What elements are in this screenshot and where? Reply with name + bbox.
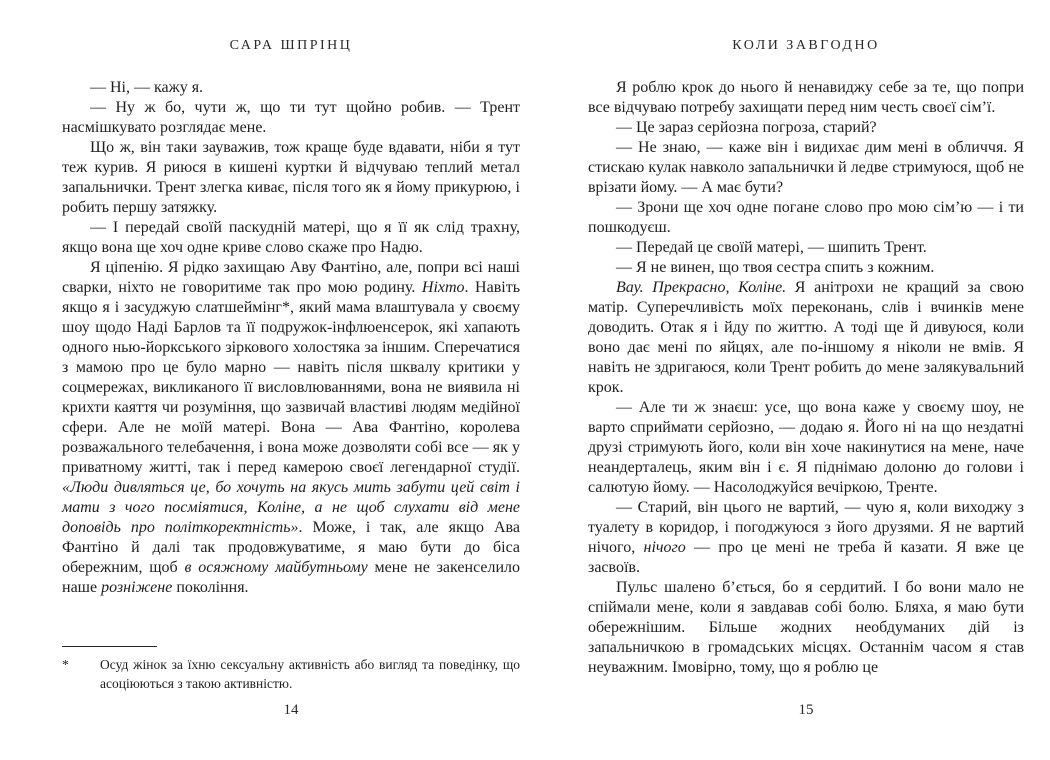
paragraph bbox=[62, 78, 520, 98]
footnote-body bbox=[62, 655, 520, 693]
italic-run: розніжене bbox=[101, 579, 173, 596]
paragraph bbox=[588, 258, 1024, 278]
text-run: Я ціпенію. Я рідко захищаю Аву Фантіно, але, попри всі наші сварки, ніхто не говоритиме так про мою родину. bbox=[62, 259, 520, 296]
text-run: — Але ти ж знаєш: усе, що вона каже у своєму шоу, не варто сприймати серйозно, — додаю я. Його ні на що нездатні друзі стримують його, коли він хоче накинутися на мене, наче неандерталець, яким він і є. Я піднімаю долоню до голови і салютую йому. — Насолоджуйся вечіркою, Тренте. bbox=[588, 399, 1024, 496]
text-run: — Ну ж бо, чути ж, що ти тут щойно робив. — Трент насмішкувато розглядає мене. bbox=[62, 99, 520, 136]
text-run: — Зрони ще хоч одне погане слово про мою сім’ю — і ти пошкодуєш. bbox=[588, 199, 1024, 236]
page-right bbox=[525, 0, 1050, 760]
text-run: — Передай це своїй матері, — шипить Трент. bbox=[616, 239, 927, 256]
paragraph bbox=[62, 218, 520, 258]
text-run: — Це зараз серйозна погроза, старий? bbox=[616, 119, 877, 136]
text-run: — про це мені не треба й казати. Я вже це засвоїв. bbox=[588, 539, 1024, 576]
italic-run: Ніхто bbox=[421, 279, 465, 296]
text-run: Я анітрохи не кращий за свою матір. Суперечливість моїх переконань, слів і вчинків мене доводить. Отак я і йду по життю. А тоді ще й дивуюся, коли воно дає мені по яйцях, але по-іншому я ніколи не вмів. Я навіть не здригаюся, коли Трент робить до мене залякувальний крок. bbox=[588, 279, 1024, 396]
paragraph bbox=[588, 398, 1024, 498]
paragraph bbox=[588, 278, 1024, 398]
text-run: Я роблю крок до нього й ненавиджу себе за те, що попри все відчуваю потребу захищати перед ним честь своєї сім’ї. bbox=[588, 79, 1024, 116]
italic-run: в осяжному майбутньому bbox=[184, 559, 368, 576]
italic-run: Вау. Прекрасно, Коліне. bbox=[616, 279, 787, 296]
text-run: — Старий, він цього не вартий, — чую я, коли виходжу з туалету в коридор, і погоджуюся з його друзями. Я не вартий нічого, bbox=[588, 499, 1024, 556]
page-body-left bbox=[62, 78, 520, 598]
footnote bbox=[62, 646, 520, 693]
paragraph bbox=[588, 498, 1024, 578]
text-run: покоління. bbox=[172, 579, 249, 596]
paragraph bbox=[588, 198, 1024, 238]
page-number-left: 14 bbox=[283, 702, 299, 718]
page-number-right: 15 bbox=[798, 702, 814, 718]
footnote-text: Осуд жінок за їхню сексуальну активність або вигляд та поведінку, що асоціюються з такою активністю. bbox=[100, 657, 520, 691]
text-run: . Навіть якщо я і засуджую слатшеймінг*, який мама влаштувала у своєму шоу щодо Наді Барлов та її подружок-інфлюенсерок, які хапають одного нью-йоркського зіркового холостяка за іншим. Сперечатися з мамою про це було марно — навіть після шквалу критики у соцмережах, викликаного її висловлюваннями, вона не виявила ні крихти каяття чи розуміння, що зазвичай властиві людям медійної сфери. Але не моїй матері. Вона — Ава Фантіно, королева розважального телебачення, і вона може дозволяти собі все — як у приватному житті, так і перед камерою своєї легендарної студії. bbox=[62, 279, 521, 476]
paragraph bbox=[588, 238, 1024, 258]
italic-run: нічого bbox=[643, 539, 686, 556]
paragraph bbox=[62, 138, 520, 218]
text-run: — І передай своїй паскудній матері, що я її як слід трахну, якщо вона ще хоч одне криве слово скаже про Надю. bbox=[62, 219, 520, 256]
italic-run: «Люди дивляться це, бо хочуть на якусь мить забути цей світ і мати з чого посміятися, Коліне, а не щоб слухати від мене доповідь про політкоректність» bbox=[62, 479, 520, 536]
text-run: Що ж, він таки зауважив, тож краще буде вдавати, ніби я тут теж курив. Я риюся в кишені куртки й відчуваю теплий метал запальнички. Трент злегка киває, після того як я йому прикурюю, і робить першу затяжку. bbox=[62, 139, 520, 216]
running-head-title: КОЛИ ЗАВГОДНО bbox=[732, 38, 880, 53]
text-run: . Може, і так, але якщо Ава Фантіно й далі так продовжуватиме, я маю бути до біса обережним, щоб bbox=[62, 519, 521, 576]
paragraph bbox=[588, 578, 1024, 678]
page-body-right bbox=[588, 78, 1024, 678]
running-head-author: САРА ШПРІНЦ bbox=[229, 38, 353, 53]
paragraph bbox=[62, 98, 520, 138]
paragraph bbox=[588, 138, 1024, 198]
footnote-rule bbox=[62, 646, 157, 647]
footnote-marker: * bbox=[62, 657, 69, 672]
text-run: — Ні, — кажу я. bbox=[90, 79, 204, 96]
text-run: Пульс шалено б’ється, бо я сердитий. І бо вони мало не спіймали мене, коли я завдавав собі болю. Бляха, я маю бути обережнішим. Більше жодних необдуманих дій із запальничкою в громадських місцях. Останнім часом я став неуважним. Імовірно, тому, що я роблю це bbox=[588, 579, 1024, 676]
text-run: мене не закенселило наше bbox=[62, 559, 521, 596]
paragraph bbox=[588, 118, 1024, 138]
paragraph bbox=[588, 78, 1024, 118]
text-run: — Не знаю, — каже він і видихає дим мені в обличчя. Я стискаю кулак навколо запальнички й ледве стримуюся, щоб не врізати йому. — А має бути? bbox=[588, 139, 1024, 196]
paragraph bbox=[62, 258, 520, 598]
text-run: — Я не винен, що твоя сестра спить з кожним. bbox=[616, 259, 935, 276]
